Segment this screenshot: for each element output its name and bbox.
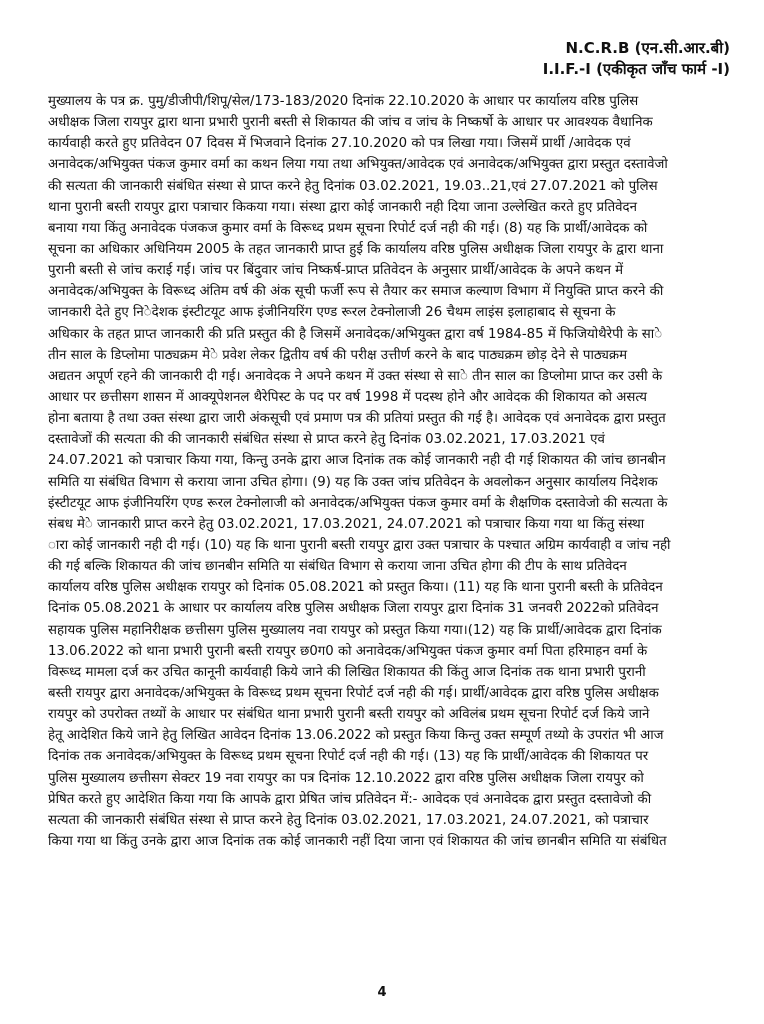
body-line: की सत्यता की जानकारी संबंधित संस्था से प्राप्त करने हेतु दिनांक 03.02.2021, 19.03..21,एवं 27.07.2021 को पुलिस (48, 178, 658, 194)
body-line: पुरानी बस्ती से जांच कराई गई। जांच पर बिंदुवार जांच निष्कर्ष-प्राप्त प्रतिवेदन के अनुसार प्रार्थी/आवेदक के अपने कथन में (48, 263, 624, 279)
body-line: बनाया गया किंतु अनावेदक पंजकज कुमार वर्मा के विरूध्द प्रथम सूचना रिपोर्ट दर्ज नही की गई। (8) यह कि प्रार्थी/आवेदक को (48, 220, 648, 236)
body-line: 24.07.2021 को पत्राचार किया गया, किन्तु उनके द्वारा आज दिनांक तक कोई जानकारी नही दी गई शिकायत की जांच छानबीन (48, 453, 666, 469)
body-line: आधार पर छत्तीसग शासन में आक्यूपेशनल थैरेपिस्ट के पद पर वर्ष 1998 में पदस्थ होने और आवेदक की शिकायत को असत्य (48, 389, 647, 405)
body-line: पुलिस मुख्यालय छत्तीसग सेक्टर 19 नवा रायपुर का पत्र दिनांक 12.10.2022 द्वारा वरिष्ठ पुलिस अधीक्षक जिला रायपुर को (48, 770, 644, 786)
body-line: 13.06.2022 को थाना प्रभारी पुरानी बस्ती रायपुर छ0ग0 को अनावेदक/अभियुक्त पंकज कुमार वर्मा पिता हरिमाहन वर्मा के (48, 643, 648, 659)
body-line: होना बताया है तथा उक्त संस्था द्वारा जारी अंकसूची एवं प्रमाण पत्र की प्रतियां प्रस्तुत की गई है। आवेदक एवं अनावेदक द्वारा प्रस्तुत (48, 411, 666, 427)
body-line: थाना पुरानी बस्ती रायपुर द्वारा पत्राचार किकया गया। संस्था द्वारा कोई जानकारी नही दिया जाना उल्लेखित करते हुए प्रतिवेदन (48, 199, 637, 215)
body-line: जानकारी देते हुए नि◌ेदेशक इंस्टीटयूट आफ इंजीनियरिंग एण्ड रूरल टेक्नोलाजी 26 चैथम लाइंस इलाहाबाद से सूचना के (48, 305, 616, 321)
body-line: दस्तावेजों की सत्यता की की जानकारी संबंधित संस्था से प्राप्त करने हेतु दिनांक 03.02.2021, 17.03.2021 एवं (48, 432, 605, 448)
body-line: अनावेदक/अभियुक्त के विरूध्द अंतिम वर्ष की अंक सूची फर्जी रूप से तैयार कर समाज कल्याण विभाग में नियुक्ति प्राप्त करने की (48, 284, 664, 300)
body-line: किया गया था किंतु उनके द्वारा आज दिनांक तक कोई जानकारी नहीं दिया जाना एवं शिकायत की जांच छानबीन समिति या संबंधित (48, 833, 667, 849)
body-line: कार्यवाही करते हुए प्रतिवेदन 07 दिवस में भिजवाने दिनांक 27.10.2020 को पत्र लिखा गया। जिसमें प्रार्थी /आवेदक एवं (48, 136, 631, 152)
body-line: तीन साल के डिप्लोमा पाठ्यक्रम मे◌े प्रवेश लेकर द्वितीय वर्ष की परीक्ष उत्तीर्ण करने के बाद पाठ्यक्रम छोड़ देने से पाठ्यक्रम (48, 347, 628, 363)
body-line: रायपुर को उपरोक्त तथ्यों के आधार पर संबंधित थाना प्रभारी पुरानी बस्ती रायपुर को अविलंब प्रथम सूचना रिपोर्ट दर्ज किये जाने (48, 707, 650, 723)
body-line: इंस्टीटयूट आफ इंजीनियरिंग एण्ड रूरल टेक्नोलाजी को अनावेदक/अभियुक्त पंकज कुमार वर्मा के शैक्षणिक दस्तावेजो की सत्यता के (48, 495, 668, 511)
body-line: सूचना का अधिकार अधिनियम 2005 के तहत जानकारी प्राप्त हुई कि कार्यालय वरिष्ठ पुलिस अधीक्षक जिला रायपुर के द्वारा थाना (48, 241, 664, 257)
body-line: संबध मे◌े जानकारी प्राप्त करने हेतु 03.02.2021, 17.03.2021, 24.07.2021 को पत्राचार किया गया था किंतु संस्था (48, 516, 645, 532)
body-line: दिनांक तक अनावेदक/अभियुक्त के विरूध्द प्रथम सूचना रिपोर्ट दर्ज नही की गई। (13) यह कि प्रार्थी/आवेदक की शिकायत पर (48, 749, 649, 765)
form-title: I.I.F.-I (एकीकृत जाँच फार्म -I) (542, 60, 730, 78)
body-line: ◌ारा कोई जानकारी नही दी गई। (10) यह कि थाना पुरानी बस्ती रायपुर द्वारा उक्त पत्राचार के पश्चात अग्रिम कार्यवाही व जांच नही (48, 537, 671, 553)
ncrb-title: N.C.R.B (एन.सी.आर.बी) (565, 39, 730, 57)
body-line: प्रेषित करते हुए आदेशित किया गया कि आपके द्वारा प्रेषित जांच प्रतिवेदन में:- आवेदक एवं अनावेदक द्वारा प्रस्तुत दस्तावेजो की (48, 791, 652, 807)
body-line: दिनांक 05.08.2021 के आधार पर कार्यालय वरिष्ठ पुलिस अधीक्षक जिला रायपुर द्वारा दिनांक 31 जनवरी 2022को प्रतिवेदन (48, 601, 659, 617)
body-line: अद्यतन अपूर्ण रहने की जानकारी दी गई। अनावेदक ने अपने कथन में उक्त संस्था से सा◌े तीन साल का डिप्लोमा प्राप्त कर उसी के (48, 368, 663, 384)
body-line: समिति या संबंधित विभाग से कराया जाना उचित होगा। (9) यह कि उक्त जांच प्रतिवेदन के अवलोकन अनुसार कार्यालय निदेशक (48, 474, 658, 490)
page-number: 4 (377, 985, 387, 1000)
body-line: कार्यालय वरिष्ठ पुलिस अधीक्षक रायपुर को दिनांक 05.08.2021 को प्रस्तुत किया। (11) यह कि थाना पुरानी बस्ती के प्रतिवेदन (48, 580, 663, 596)
body-line: विरूध्द मामला दर्ज कर उचित कानूनी कार्यवाही किये जाने की लिखित शिकायत की किंतु आज दिनांक तक थाना प्रभारी पुरानी (48, 664, 646, 680)
body-line: अधीक्षक जिला रायपुर द्वारा थाना प्रभारी पुरानी बस्ती से शिकायत की जांच व जांच के निष्कर्षो के आधार पर आवश्यक वैधानिक (48, 115, 653, 131)
body-line: अधिकार के तहत प्राप्त जानकारी की प्रति प्रस्तुत की है जिसमें अनावेदक/अभियुक्त द्वारा वर्ष 1984-85 में फिजियोथैरेपी के सा◌े (48, 326, 663, 342)
document-header (543, 38, 730, 80)
body-line: हेतू आदेशित किये जाने हेतु लिखित आवेदन दिनांक 13.06.2022 को प्रस्तुत किया किन्तु उक्त सम्पूर्ण तथ्यो के उपरांत भी आज (48, 728, 664, 744)
body-paragraph (48, 91, 730, 852)
body-line: अनावेदक/अभियुक्त पंकज कुमार वर्मा का कथन लिया गया तथा अभियुक्त/आवेदक एवं अनावेदक/अभियुक्त द्वारा प्रस्तुत दस्तावेजो (48, 157, 668, 173)
body-line: की गई बल्कि शिकायत की जांच छानबीन समिति या संबंधित विभाग से कराया जाना उचित होगा की टीप के साथ प्रतिवेदन (48, 559, 627, 575)
body-line: सत्यता की जानकारी संबंधित संस्था से प्राप्त करने हेतु दिनांक 03.02.2021, 17.03.2021, 24.07.2021, को पत्राचार (48, 812, 649, 828)
body-line: मुख्यालय के पत्र क्र. पुमु/डीजीपी/शिपू/सेल/173-183/2020 दिनांक 22.10.2020 के आधार पर कार्यालय वरिष्ठ पुलिस (48, 94, 639, 109)
body-line: बस्ती रायपुर द्वारा अनावेदक/अभियुक्त के विरूध्द प्रथम सूचना रिपोर्ट दर्ज नही की गई। प्रार्थी/आवेदक द्वारा वरिष्ठ पुलिस अधीक्षक (48, 685, 659, 701)
body-line: सहायक पुलिस महानिरीक्षक छत्तीसग पुलिस मुख्यालय नवा रायपुर को प्रस्तुत किया गया।(12) यह कि प्रार्थी/आवेदक द्वारा दिनांक (48, 622, 662, 638)
